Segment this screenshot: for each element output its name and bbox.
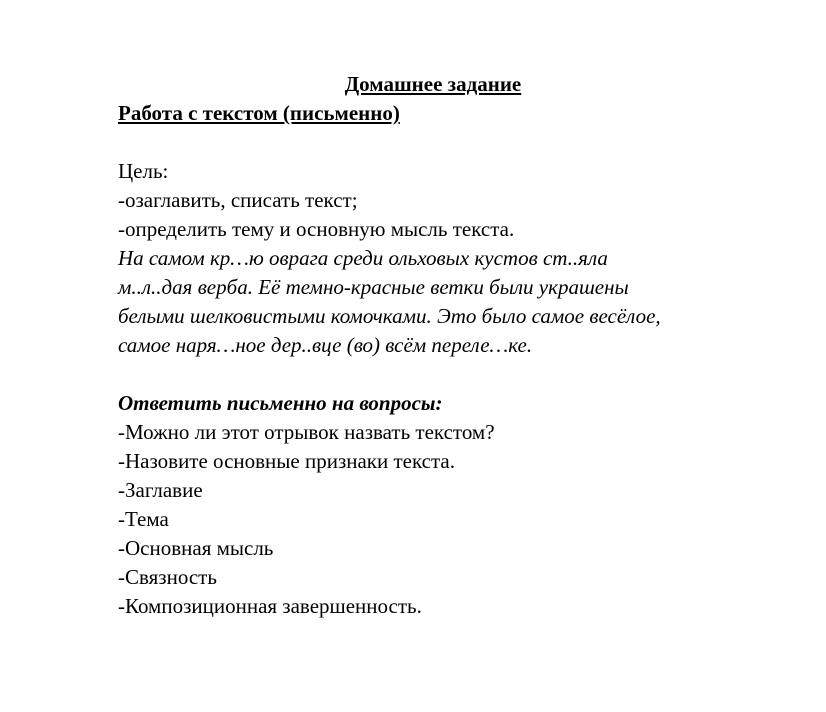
question-item: -Заглавие bbox=[118, 478, 203, 502]
document-title: Домашнее задание bbox=[344, 72, 522, 96]
passage-line: самое наря…ное дер..вце (во) всём переле…ке. bbox=[118, 333, 533, 357]
blank-line bbox=[118, 128, 808, 157]
document-subtitle: Работа с текстом (письменно) bbox=[118, 101, 400, 125]
question-item: -Тема bbox=[118, 507, 169, 531]
document-body bbox=[118, 99, 808, 621]
question-item: -Композиционная завершенность. bbox=[118, 594, 422, 618]
goal-label: Цель: bbox=[118, 159, 169, 183]
question-item: -Можно ли этот отрывок назвать текстом? bbox=[118, 420, 495, 444]
questions-heading: Ответить письменно на вопросы: bbox=[118, 391, 443, 415]
blank-line bbox=[118, 360, 808, 389]
question-item: -Связность bbox=[118, 565, 217, 589]
passage-line: На самом кр…ю оврага среди ольховых кустов ст..яла bbox=[118, 246, 608, 270]
goal-item: -определить тему и основную мысль текста. bbox=[118, 217, 515, 241]
goal-item: -озаглавить, списать текст; bbox=[118, 188, 358, 212]
passage-line: белыми шелковистыми комочками. Это было самое весёлое, bbox=[118, 304, 661, 328]
question-item: -Основная мысль bbox=[118, 536, 274, 560]
question-item: -Назовите основные признаки текста. bbox=[118, 449, 455, 473]
passage-line: м..л..дая верба. Её темно-красные ветки были украшены bbox=[118, 275, 629, 299]
